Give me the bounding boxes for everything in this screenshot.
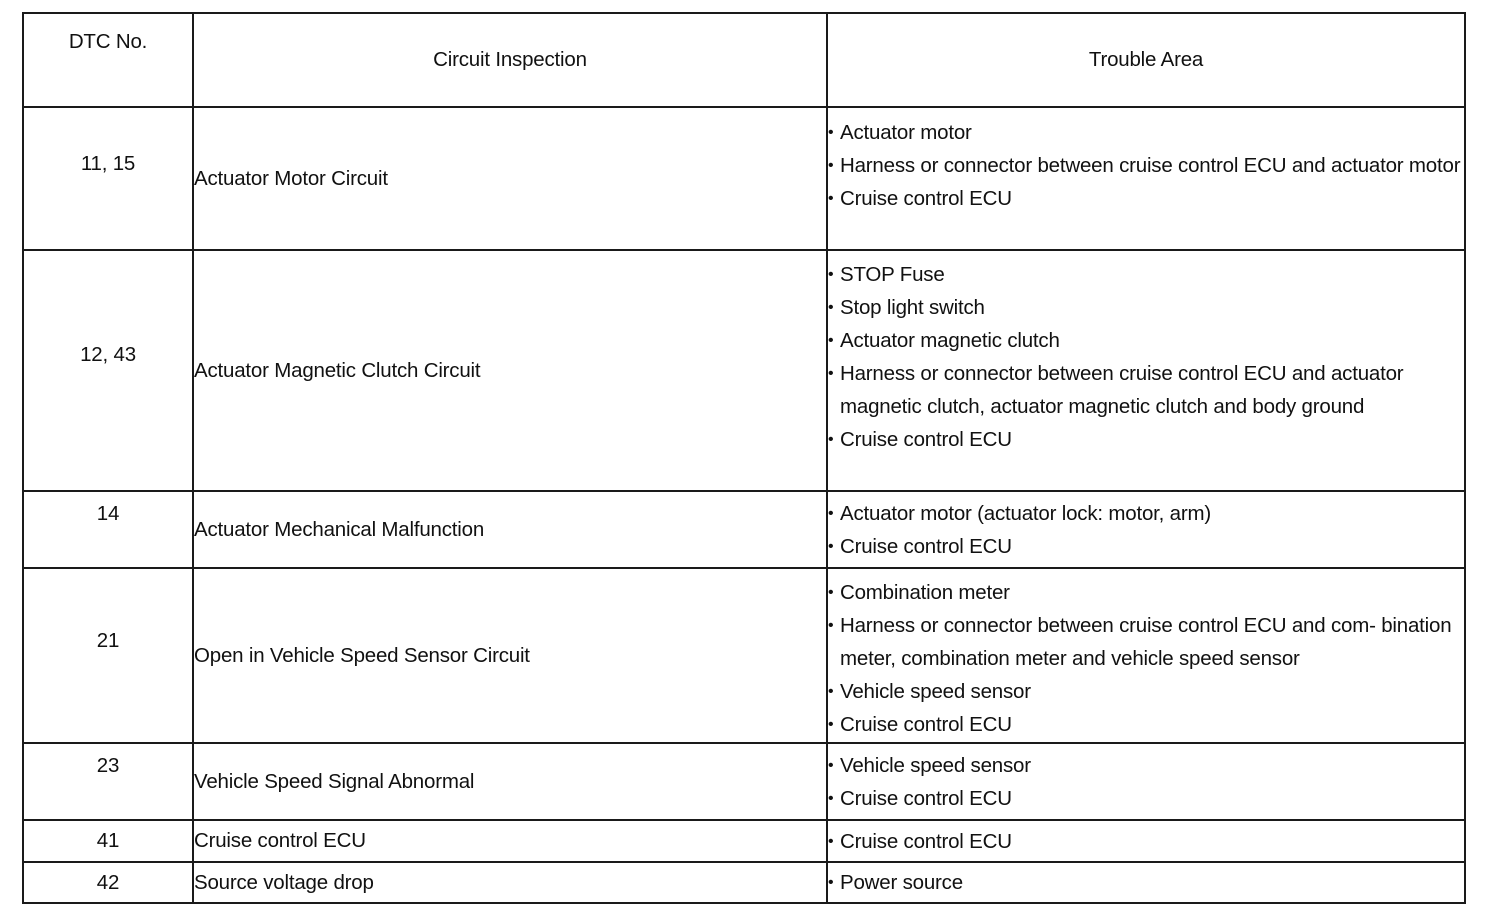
trouble-list <box>828 497 1464 563</box>
table-row <box>23 820 1465 862</box>
trouble-item: • Cruise control ECU <box>828 782 1464 815</box>
trouble-item: • Actuator motor (actuator lock: motor, arm) <box>828 497 1464 530</box>
dtc-table <box>22 12 1466 904</box>
circuit-name: Cruise control ECU <box>193 820 827 862</box>
circuit-name: Vehicle Speed Signal Abnormal <box>193 743 827 820</box>
trouble-list <box>828 258 1464 456</box>
trouble-list <box>828 116 1464 215</box>
trouble-item: • Cruise control ECU <box>828 423 1464 456</box>
trouble-item: • Cruise control ECU <box>828 530 1464 563</box>
dtc-code: 42 <box>23 862 193 903</box>
trouble-item: • Vehicle speed sensor <box>828 675 1464 708</box>
trouble-item: • Harness or connector between cruise control ECU and com- bination meter, combination meter and vehicle speed sensor <box>828 609 1464 675</box>
trouble-item: • Stop light switch <box>828 291 1464 324</box>
circuit-name: Actuator Magnetic Clutch Circuit <box>193 250 827 491</box>
trouble-area <box>827 491 1465 568</box>
trouble-item: • Vehicle speed sensor <box>828 749 1464 782</box>
trouble-item: • Cruise control ECU <box>828 182 1464 215</box>
circuit-name: Actuator Motor Circuit <box>193 107 827 250</box>
header-dtc-no: DTC No. <box>23 13 193 107</box>
trouble-area <box>827 862 1465 903</box>
trouble-item: • Harness or connector between cruise control ECU and actuator magnetic clutch, actuator magnetic clutch and body ground <box>828 357 1464 423</box>
table-row <box>23 862 1465 903</box>
trouble-area <box>827 250 1465 491</box>
table-row <box>23 107 1465 250</box>
header-trouble-area: Trouble Area <box>827 13 1465 107</box>
dtc-code: 21 <box>23 568 193 743</box>
table-row <box>23 250 1465 491</box>
trouble-area <box>827 568 1465 743</box>
trouble-item: • Harness or connector between cruise control ECU and actuator motor <box>828 149 1464 182</box>
trouble-list <box>828 866 1464 899</box>
header-row <box>23 13 1465 107</box>
trouble-list <box>828 749 1464 815</box>
trouble-item: • Cruise control ECU <box>828 708 1464 741</box>
table-row <box>23 568 1465 743</box>
table-row <box>23 743 1465 820</box>
trouble-item: • Power source <box>828 866 1464 899</box>
dtc-code: 12, 43 <box>23 250 193 491</box>
trouble-item: • Actuator motor <box>828 116 1464 149</box>
circuit-name: Actuator Mechanical Malfunction <box>193 491 827 568</box>
trouble-item: • Cruise control ECU <box>828 825 1464 858</box>
dtc-code: 41 <box>23 820 193 862</box>
trouble-item: • Combination meter <box>828 576 1464 609</box>
dtc-code: 11, 15 <box>23 107 193 250</box>
circuit-name: Open in Vehicle Speed Sensor Circuit <box>193 568 827 743</box>
header-circuit-inspection: Circuit Inspection <box>193 13 827 107</box>
trouble-item: • Actuator magnetic clutch <box>828 324 1464 357</box>
trouble-list <box>828 825 1464 858</box>
table-row <box>23 491 1465 568</box>
dtc-code: 23 <box>23 743 193 820</box>
circuit-name: Source voltage drop <box>193 862 827 903</box>
trouble-area <box>827 743 1465 820</box>
trouble-area <box>827 107 1465 250</box>
dtc-chart <box>22 12 1464 904</box>
trouble-item: • STOP Fuse <box>828 258 1464 291</box>
trouble-area <box>827 820 1465 862</box>
trouble-list <box>828 576 1464 741</box>
dtc-code: 14 <box>23 491 193 568</box>
